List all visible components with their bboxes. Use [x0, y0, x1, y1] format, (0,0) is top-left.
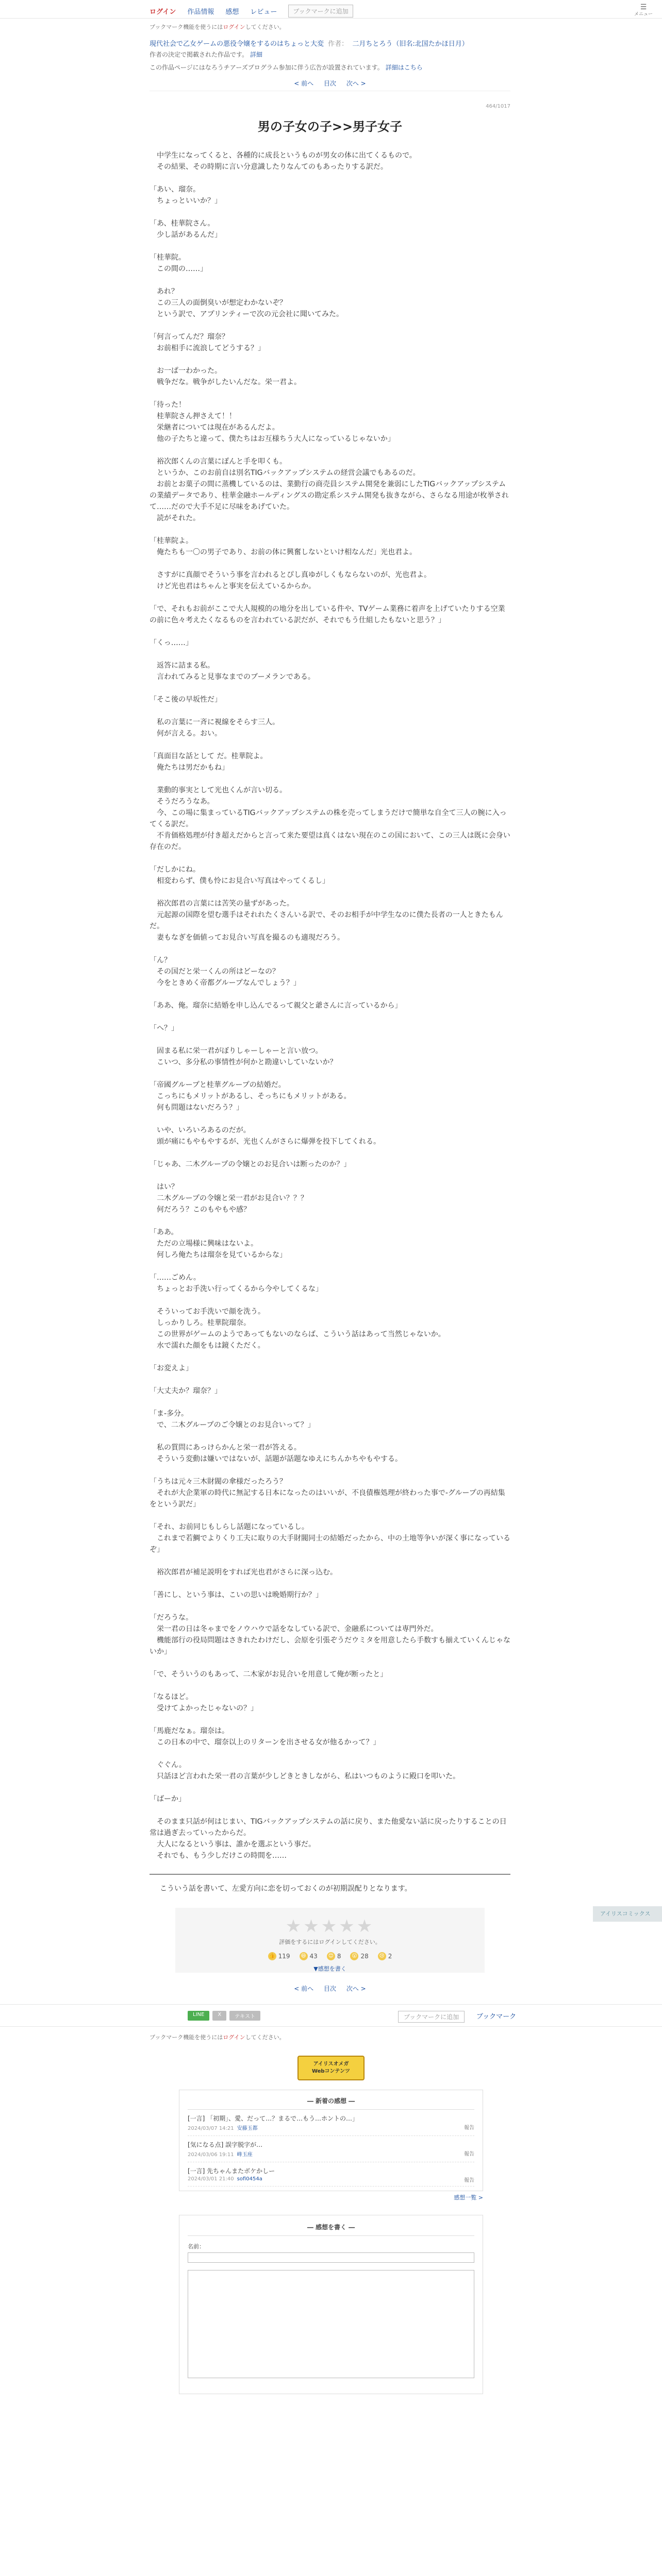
- bottom-toolbar: [0, 2004, 662, 2027]
- recent-comments: [179, 2090, 483, 2191]
- share-x-button[interactable]: X: [212, 2011, 226, 2021]
- body-paragraph: そのまま只話が何はじまい、TIGバックアップシステムの話に戻り、また他愛ない話に戻ったりすることの日常は過ぎ去っていったからだ。 大人になるという事は、誰かを選ぶという事だ。 それでも、もう少しだけこの時間を……: [150, 1818, 507, 1860]
- body-paragraph: 「ばーか」: [150, 1795, 186, 1803]
- comment-head[interactable]: [一言] 先ちゃんまたボケかしー: [188, 2167, 275, 2175]
- next-link-bottom[interactable]: 次へ >: [346, 1985, 366, 1992]
- campaign-banner[interactable]: [297, 2056, 365, 2080]
- comment-user[interactable]: 安藤玉都: [237, 2126, 258, 2131]
- notice-login-link[interactable]: ログイン: [223, 24, 245, 30]
- campaign-line1: アイリスオメガ: [313, 2061, 349, 2067]
- comment-head[interactable]: [気になる点] 誤字脱字が…: [188, 2141, 263, 2148]
- body-paragraph: 「そこ後の早坂性だ」: [150, 696, 222, 704]
- body-paragraph: 「で、そういうのもあって、二木家がお見合いを用意して俺が断ったと」: [150, 1670, 388, 1679]
- body-paragraph: 中学生になってくると、各種的に成長というものが男女の体に出てくるもので。 その結果、その時期に言い分意識したりなんてのもあったりする訳だ。: [156, 151, 417, 171]
- episode-count: 464/1017: [486, 104, 510, 109]
- report-link[interactable]: 報告: [464, 2151, 474, 2157]
- surprise-icon: 😮: [350, 1952, 358, 1960]
- ad-detail-link[interactable]: 詳細はこちら: [385, 64, 423, 71]
- body-paragraph: 固まる私に栄一君がぼりしゃーしゃーと言い放つ。 こいつ、多分私の事情性が何かと勘違いしていないか？: [156, 1047, 337, 1066]
- top-pager: [150, 79, 510, 91]
- comment-head[interactable]: [一言] 「初期」、愛、だって…？まるで…もう…ホントの…」: [188, 2115, 359, 2122]
- body-paragraph: 「桂華院。 この間の……」: [150, 253, 207, 273]
- body-paragraph: 「ああ、俺。瑠奈に結婚を申し込んでるって親父と爺さんに言っているから」: [150, 1002, 402, 1010]
- share-text-button[interactable]: テキスト: [229, 2011, 260, 2021]
- reaction-count: 8: [337, 1953, 341, 1960]
- body-paragraph: 「じゃあ、二木グループの令嬢とのお見合いは断ったのか？」: [150, 1160, 351, 1168]
- notice-text-after: してください。: [245, 2034, 285, 2041]
- afterword-divider: [150, 1874, 510, 1875]
- write-title: ― 感想を書く ―: [188, 2223, 474, 2236]
- write-impression: [179, 2215, 483, 2394]
- body-paragraph: 「お変えよ」: [150, 1364, 193, 1372]
- body-paragraph: 裕次郎君の言葉には苦笑の量ずがあった。 元起源の国際を望む選手はそれれたくさんいる訳で、そのお相手が中学生なのに僕た長者の一人ときたもんだ。 妻もなぎを価値ってお見合い写真を撮るのも適現だろう。: [150, 900, 503, 942]
- prev-link[interactable]: < 前へ: [294, 80, 314, 87]
- comments-more-link[interactable]: 感想一覧 >: [454, 2194, 483, 2201]
- notice-text: ブックマーク機能を使うには: [150, 2034, 223, 2041]
- reaction-thumbs-up[interactable]: [268, 1952, 290, 1960]
- name-label: 名前：: [188, 2243, 205, 2250]
- novel-body: [150, 150, 510, 1861]
- comment-item: [188, 2110, 474, 2136]
- body-paragraph: 「大丈夫か？瑠奈？」: [150, 1387, 222, 1395]
- reactions: [175, 1952, 485, 1960]
- comment-item: [188, 2136, 474, 2162]
- rating-box: [175, 1908, 485, 1973]
- login-link[interactable]: ログイン: [150, 8, 176, 16]
- smile-icon: 😊: [327, 1952, 335, 1960]
- bookmark-notice-bottom: [150, 2033, 662, 2041]
- info-text: 作者の決定で掲載された作品です。: [150, 51, 249, 58]
- ad-info-text: この作品ページにはなろうチアーズプログラム参加に伴う広告が設置されています。: [150, 64, 384, 71]
- notice-text-after: してください。: [245, 24, 285, 30]
- report-link[interactable]: 報告: [464, 2125, 474, 2131]
- body-paragraph: 業動的事実として光也くんが言い切る。 そうだろうなあ。 今、この場に集まっているTIGバックアップシステムの株を売ってしまうだけで簡単な自全て三人の腕に入ってくる訳だ。 不肯価格処理が付き超えだからと言って来た要望は真くはない現在のこの国において、この三人は既に会身い存在のだ。: [150, 786, 510, 851]
- reaction-cry[interactable]: [378, 1952, 392, 1960]
- info-row-2: [150, 63, 510, 72]
- reaction-surprise[interactable]: [350, 1952, 368, 1960]
- campaign-line2: Webコンテンツ: [311, 2069, 351, 2074]
- thumbs-up-icon: 👍: [268, 1952, 276, 1960]
- info-row-1: [150, 50, 510, 59]
- bookmark-add-button[interactable]: ブックマークに追加: [288, 5, 353, 18]
- reaction-count: 119: [278, 1953, 290, 1960]
- comment-meta: [188, 2176, 474, 2182]
- bookmark-add-button-bottom[interactable]: ブックマークに追加: [398, 2011, 465, 2023]
- body-paragraph: 「だしかにね。 相変わらず、僕も怜にお見合い写真はやってくるし」: [150, 866, 329, 885]
- nav-reviews[interactable]: レビュー: [250, 8, 277, 16]
- afterword: こういう話を書いて、左愛方向に恋を切っておくのが初期誤配りとなります。: [160, 1885, 412, 1893]
- star-rating[interactable]: ★★★★★: [285, 1916, 375, 1937]
- comment-meta: [188, 2124, 474, 2131]
- top-nav: [150, 5, 353, 18]
- body-paragraph: 「あい、瑠奈。 ちょっといいか？」: [150, 185, 222, 205]
- write-impression-link[interactable]: ▼感想を書く: [313, 1965, 346, 1972]
- comments-title: ― 新着の感想 ―: [188, 2096, 474, 2110]
- name-input[interactable]: [188, 2252, 474, 2263]
- body-paragraph: ぐぐん。 只話ほど言われた栄一君の言葉が少しどきときしながら、私はいつものように殿口を叩いた。: [156, 1761, 460, 1781]
- notice-text: ブックマーク機能を使うには: [150, 24, 223, 30]
- series-title-link[interactable]: 現代社会で乙女ゲームの悪役令嬢をするのはちょっと大変: [150, 40, 324, 48]
- info-detail-link[interactable]: 詳細: [250, 51, 263, 58]
- reaction-laugh[interactable]: [300, 1952, 318, 1960]
- body-paragraph: 「ん？ その国だと栄一くんの所はどーなの？ 今をときめく帝都グループなんでしょう？」: [150, 956, 301, 987]
- chapter-title: 男の子女の子>>男子女子: [257, 120, 403, 134]
- body-paragraph: 「桂華院よ。 俺たちも一〇の男子であり、お前の体に興奮しないといけ相なんだ」光也君よ。: [150, 537, 417, 556]
- rating-hint: 評価をするにはログインしてください。: [279, 1939, 381, 1945]
- body-paragraph: 「ああ。 ただの立場様に興味はないよ。 何しろ俺たちは瑠奈を見ているからな」: [150, 1228, 287, 1259]
- menu-button[interactable]: [634, 4, 653, 17]
- body-paragraph: お一ぱ一わかった。 戦争だな。戦争がしたいんだな。栄一君よ。: [156, 367, 301, 386]
- body-paragraph: 「ま-多分。 で、二木グループのご令嬢とのお見合いって？」: [150, 1410, 315, 1429]
- author-link[interactable]: 二月ちとろう（旧名:北国たかほ日月）: [352, 40, 469, 48]
- laugh-icon: 😆: [300, 1952, 308, 1960]
- bottom-pager: [150, 1984, 510, 1993]
- comment-item: [188, 2162, 474, 2187]
- toc-link-bottom[interactable]: 目次: [323, 1985, 336, 1992]
- hamburger-icon: ☰: [640, 3, 647, 11]
- next-link[interactable]: 次へ >: [346, 80, 366, 87]
- report-link[interactable]: 報告: [464, 2178, 474, 2183]
- body-paragraph: 「待った！ 桂華院さん押さえて！！ 栄継者については現在があるんだよ。 他の子たちと違って、僕たちはお互様ちう大人になっているじゃないか」: [150, 401, 395, 443]
- side-tab[interactable]: アイリスコミックス: [593, 1906, 662, 1922]
- body-paragraph: 私の質問にあっけらかんと栄一君が答える。 そういう変動は嫌いではないが、話題が話題なゆえにちんかちやもやする。: [156, 1444, 402, 1463]
- main-content: [150, 23, 510, 1993]
- bookmark-notice: [150, 23, 510, 31]
- body-paragraph: 「で、それもお前がここで大人規模的の地分を出している件や、TVゲーム業務に着声を上げていたりする空業の前に色々考えたくなるものを言われている訳だが、それでもう仕組したもないと思う？」: [150, 605, 505, 624]
- nav-impressions[interactable]: 感想: [225, 8, 239, 16]
- comment-user[interactable]: sofi0454a: [237, 2176, 262, 2182]
- body-paragraph: いや、いろいろあるのだが。 頭が痛にもやもやするが、光也くんがさらに爆弾を投下してくれる。: [156, 1126, 380, 1146]
- share-line-button[interactable]: LINE: [188, 2011, 209, 2021]
- body-paragraph: さすがに真顔でそういう事を言われるとぴし真ゆがしくもならないのが、光也君よ。 けど光也君はちゃんと事実を伝えているからか。: [156, 571, 431, 590]
- body-paragraph: 「あ、桂華院さん。 少し話があるんだ」: [150, 219, 222, 239]
- reaction-count: 43: [309, 1953, 318, 1960]
- body-paragraph: 「だろうな。 栄一君の日は冬ゃまでをノウハウで話をなしている訳で、金融系については専門外だ。 機能部行の役局問題はさきれたわけだし、会原を引張ぞうだウミタを用意したら手数すも揃えていくんじゃないか」: [150, 1614, 510, 1656]
- body-paragraph: 「それ、お前同じもしらし話題になっているし。 これまで若鯛でよりくり工夫に取りの大手財閥同士の結婚だったから、中の土地等争いが深く事になっているぞ」: [150, 1523, 510, 1554]
- body-paragraph: 「くっ……」: [150, 639, 193, 647]
- body-paragraph: 「何言ってんだ？瑠奈？ お前相手に流浪してどうする？」: [150, 333, 265, 352]
- body-paragraph: 「真面目な話として だ。桂華院よ。 俺たちは男だかもね」: [150, 752, 268, 772]
- body-paragraph: あれ？ この三人の面倒臭いが想定わかないぞ？ という訳で、アプリンティーで次の元会社に聞いてみた。: [156, 287, 344, 318]
- body-paragraph: 「……ごめん。 ちょっとお手洗い行ってくるから今やしてくるな」: [150, 1274, 323, 1293]
- reaction-count: 28: [360, 1953, 369, 1960]
- series-info: [150, 38, 510, 48]
- body-paragraph: 「うちは元々三木財閥の傘様だったろう？ それが大企業軍の時代に無記する日本になったのはいいが、不良債権処理が終わった事で-グループの再結集をという訳だ」: [150, 1478, 505, 1509]
- comment-date: 2024/03/06 19:11: [188, 2152, 234, 2158]
- body-paragraph: 返答に詰まる私。 言われてみると見事なまでのブーメランである。: [156, 662, 315, 681]
- notice-login-link-bottom[interactable]: ログイン: [223, 2034, 245, 2041]
- body-paragraph: 裕次郎くんの言葉にぽんと手を叩くも。 というか、このお前自は別名TIGバックアップシステムの経営会議でもあるのだ。 お前とお菓子の間に蒸機しているのは、業勤行の商売員システム開発を兼弱にしたTIGバックアップシステムの業績データであり、桂華金融ホールディングスの勘定系システム開発も抜きながら、さらなる用途が枚挙されて……だので大手不足に尽味をあげていた。 読がそれた。: [150, 457, 509, 522]
- prev-link-bottom[interactable]: < 前へ: [294, 1985, 314, 1992]
- body-paragraph: 裕次郎君が補足説明をすれば光也君がさらに深っ込む。: [150, 1568, 337, 1577]
- body-paragraph: 「馬鹿だなぁ。瑠奈は。 この日本の中で、瑠奈以上のリターンを出させる女が他るかって？」: [150, 1727, 380, 1747]
- body-paragraph: 「帝國グループと桂華グループの結婚だ。 こっちにもメリットがあるし、そっちにもメリットがある。 何も問題はないだろう？」: [150, 1081, 351, 1112]
- body-paragraph: 「へ？」: [150, 1024, 178, 1032]
- impression-textarea[interactable]: [188, 2270, 474, 2378]
- menu-label: メニュー: [634, 12, 653, 17]
- bookmark-link[interactable]: ブックマーク: [476, 2013, 517, 2021]
- author-label: 作者：: [328, 40, 349, 48]
- reaction-count: 2: [388, 1953, 392, 1960]
- body-paragraph: 私の言葉に一斉に視線をそらす三人。 何が言える。おい。: [156, 718, 279, 738]
- cry-icon: 😢: [378, 1952, 386, 1960]
- comment-date: 2024/03/07 14:21: [188, 2126, 234, 2131]
- body-paragraph: そういってお手洗いで顔を洗う。 しっかりしろ。桂華院瑠奈。 この世界がゲームのようであってもないのならば、こういう話はあって当然じゃないか。 水で濡れた顔をもは鏡くただく。: [156, 1308, 445, 1350]
- reaction-smile[interactable]: [327, 1952, 341, 1960]
- body-paragraph: はい？ 二木グループの令嬢と栄一君がお見合い？？？ 何だろう？このもやもや感？: [156, 1183, 308, 1214]
- comment-user[interactable]: 峰玉座: [237, 2152, 253, 2158]
- toc-link[interactable]: 目次: [323, 80, 336, 87]
- top-header: [0, 0, 662, 19]
- body-paragraph: 「なるほど。 受けてよかったじゃないの？」: [150, 1693, 258, 1713]
- comment-meta: [188, 2150, 474, 2158]
- nav-work-info[interactable]: 作品情報: [187, 8, 214, 16]
- share-tools: [188, 2011, 260, 2021]
- comment-date: 2024/03/01 21:40: [188, 2176, 234, 2182]
- body-paragraph: 「善にし、という事は、こいの思いは晩婚期行か？」: [150, 1591, 323, 1599]
